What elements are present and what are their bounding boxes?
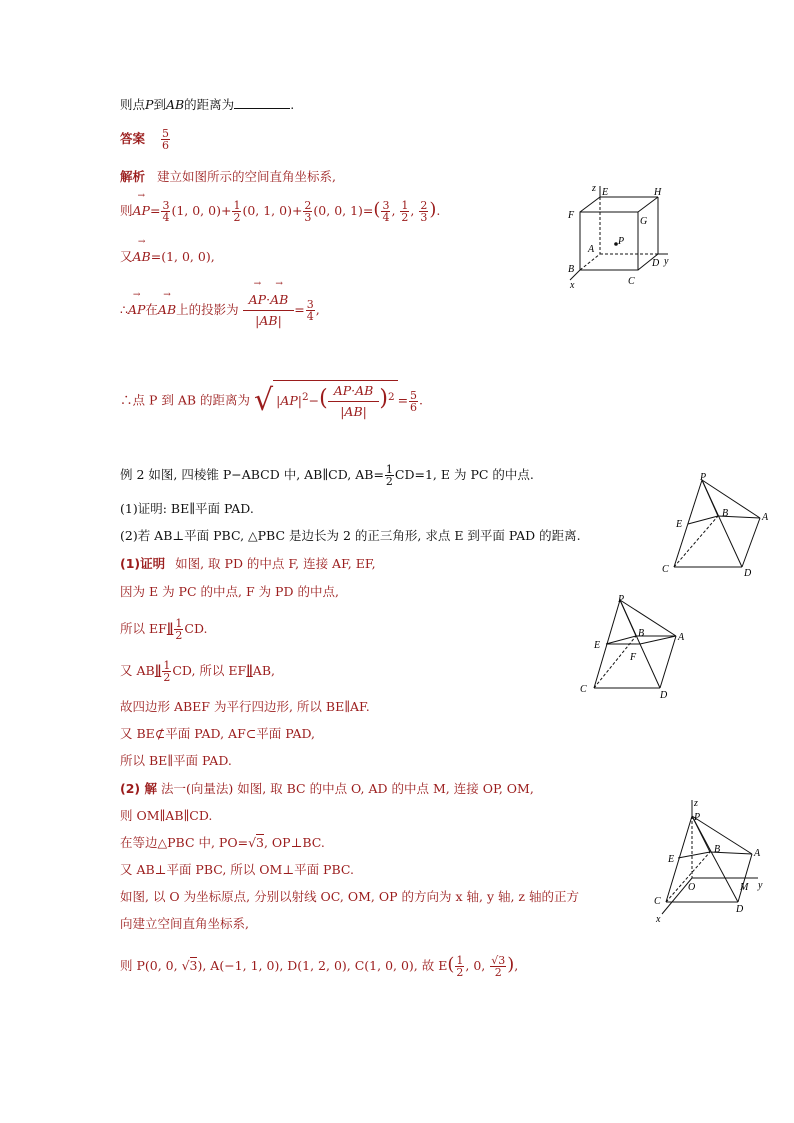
pyr3-label-C: C [654, 896, 661, 907]
pyr2-label-E: E [594, 640, 601, 651]
solution-line-10: 在等边△PBC 中, PO=√3, OP⊥BC. [120, 835, 325, 850]
solution-line-9: 则 OM∥AB∥CD. [120, 808, 213, 823]
answer-fraction: $\frac{5}{6}$ [162, 127, 169, 152]
pyr2-label-D: D [660, 690, 668, 701]
pyr1-label-C: C [662, 564, 669, 575]
pyr3-label-O: O [688, 882, 696, 893]
example-2-title: 例 2 如图, 四棱锥 P−ABCD 中, AB∥CD, AB= $\frac{1}{2}$ CD=1, E 为 PC 的中点. [120, 463, 534, 488]
solution-line-14: 则 P(0, 0, √3), A(−1, 1, 0), D(1, 2, 0), C(1, 0, 0), 故 E( $\frac{1}{2}$ , 0, $\frac{√3}{2}$ ), [120, 954, 519, 979]
pyramid-figure-1 [658, 470, 778, 580]
solution-line-2: 因为 E 为 PC 的中点, F 为 PD 的中点, [120, 584, 339, 599]
cube-label-H: H [654, 187, 662, 198]
solution-line-11: 又 AB⊥平面 PBC, 所以 OM⊥平面 PBC. [120, 862, 354, 877]
solution-line-6: 又 BE⊄平面 PAD, AF⊂平面 PAD, [120, 726, 316, 741]
question-tail: 则点P到AB的距离为 . [120, 97, 295, 112]
solution-line-7: 所以 BE∥平面 PAD. [120, 753, 232, 768]
solution-line-5: 故四边形 ABEF 为平行四边形, 所以 BE∥AF. [120, 699, 370, 714]
part-1: (1)证明: BE∥平面 PAD. [120, 501, 254, 516]
pyr3-label-E: E [668, 854, 675, 865]
pyr1-label-E: E [676, 519, 683, 530]
cube-label-A: A [588, 244, 595, 255]
pyr2-label-F: F [630, 652, 637, 663]
answer-line [120, 128, 171, 151]
cube-label-E: E [602, 187, 609, 198]
part-2: (2)若 AB⊥平面 PBC, △PBC 是边长为 2 的正三角形, 求点 E 到平面 PAD 的距离. [120, 528, 581, 543]
pyr3-label-x: x [656, 914, 661, 925]
distance-line: ∴点 P 到 AB 的距离为 √ $|AP|^2-$( $\frac{AP\cdot AB}{|AB|})^2$ = $\frac{5}{6}$ . [120, 380, 423, 422]
solution-line-12: 如图, 以 O 为坐标原点, 分别以射线 OC, OM, OP 的方向为 x 轴, y 轴, z 轴的正方 [120, 889, 579, 904]
analysis-heading: 解析 建立如图所示的空间直角坐标系, [120, 169, 336, 184]
cube-label-x: x [570, 280, 575, 291]
cube-label-D: D [652, 258, 660, 269]
cube-label-P: P [618, 236, 625, 247]
solution-line-13: 向建立空间直角坐标系, [120, 916, 249, 931]
pyr3-label-M: M [740, 882, 749, 893]
cube-label-G: G [640, 216, 648, 227]
pyramid-figure-2 [578, 592, 698, 702]
cube-label-z: z [592, 183, 596, 194]
pyr3-label-z: z [694, 798, 698, 809]
projection-line: ∴→ AP在→ AB上的投影为 → $\frac{AP\cdot\to AB}{|AB|}=$ $\frac{3}{4}$ , [120, 290, 320, 331]
pyr1-label-A: A [762, 512, 769, 523]
pyr3-label-P: P [694, 812, 701, 823]
cube-label-y: y [664, 256, 669, 267]
pyramid-figure-3 [648, 796, 778, 926]
pyr1-label-P: P [700, 472, 707, 483]
cube-figure [560, 182, 680, 292]
pyr2-label-A: A [678, 632, 685, 643]
answer-blank [234, 96, 290, 109]
eq-ap: 则→ AP= $\frac{3}{4}$ (1, 0, 0)+ $\frac{1}{2}$ (0, 1, 0)+ $\frac{2}{3}$ (0, 0, 1)=( $\frac{3}{4}$ , $\frac{1}{2}$ , $\frac{2}{3}$ ). [120, 200, 440, 223]
pyr2-label-B: B [638, 628, 645, 639]
answer-label: 答案 [120, 131, 146, 146]
pyr3-label-y: y [758, 880, 763, 891]
solution-2-heading: (2) 解 法一(向量法) 如图, 取 BC 的中点 O, AD 的中点 M, 连接 OP, OM, [120, 781, 534, 796]
pyr1-label-B: B [722, 508, 729, 519]
pyr2-label-C: C [580, 684, 587, 695]
pyr1-label-D: D [744, 568, 752, 579]
cube-label-F: F [568, 210, 575, 221]
pyr3-label-A: A [754, 848, 761, 859]
cube-label-C: C [628, 276, 635, 287]
pyr2-label-P: P [618, 594, 625, 605]
solution-1-heading: (1)证明 如图, 取 PD 的中点 F, 连接 AF, EF, [120, 556, 376, 571]
solution-line-4: 又 AB∥ $\frac{1}{2}$ CD, 所以 EF∥AB, [120, 659, 275, 684]
cube-label-B: B [568, 264, 575, 275]
solution-line-3: 所以 EF∥ $\frac{1}{2}$ CD. [120, 617, 208, 642]
pyr3-label-B: B [714, 844, 721, 855]
eq-ab: 又→ AB=(1, 0, 0), [120, 248, 215, 266]
pyr3-label-D: D [736, 904, 744, 915]
